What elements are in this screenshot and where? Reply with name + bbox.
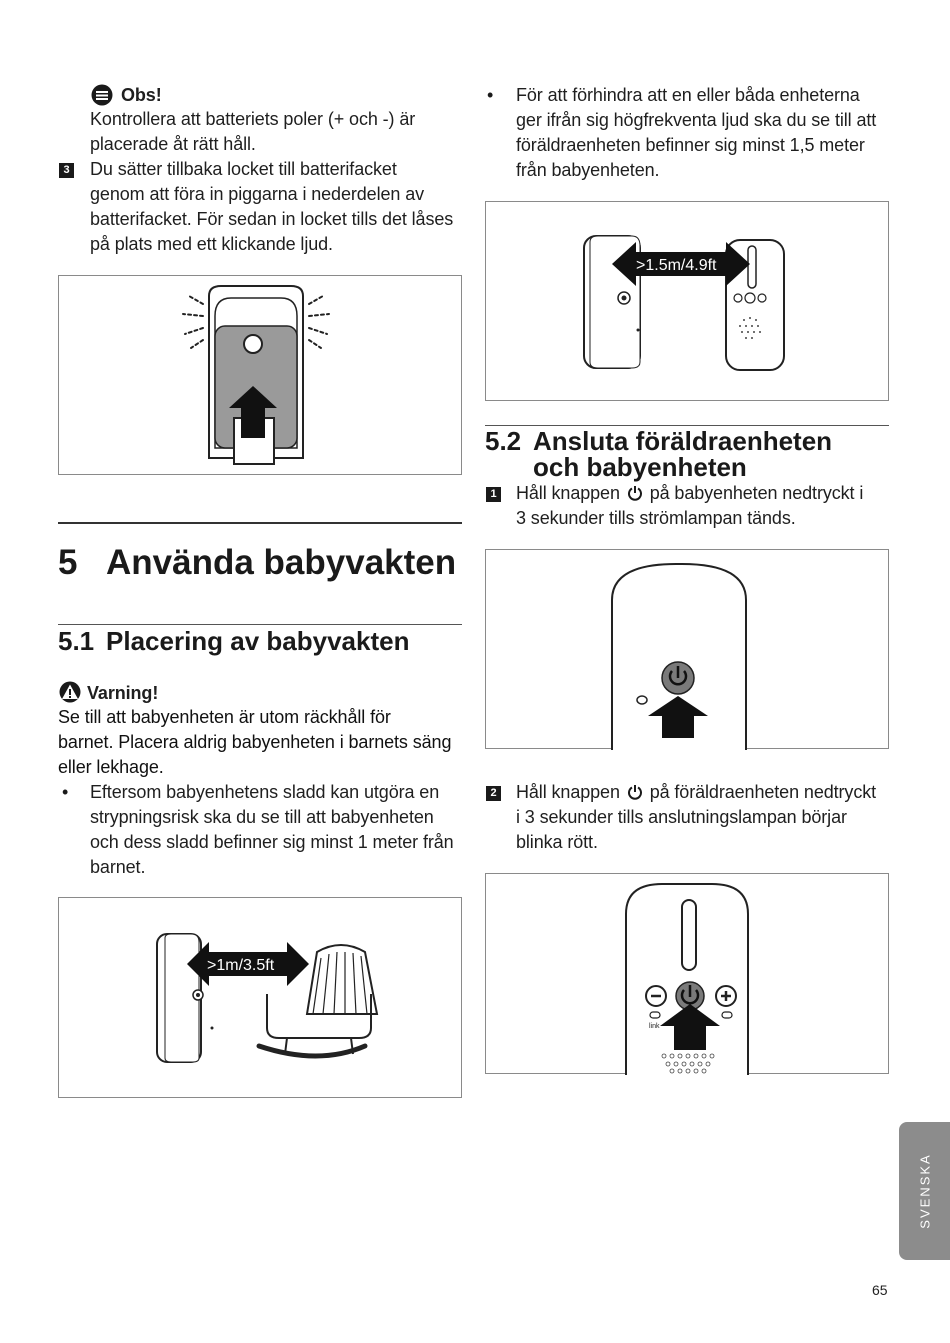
bullet-symbol: • (487, 85, 494, 105)
bullet-line: ger ifrån sig högfrekventa ljud ska du se till att (516, 110, 877, 130)
step-line: 3 sekunder tills strömlampan tänds. (516, 508, 796, 528)
bullet-line: Eftersom babyenhetens sladd kan utgöra en (90, 782, 440, 802)
step-line (516, 780, 876, 805)
page-number: 65 (872, 1282, 888, 1298)
language-tab-label: SVENSKA (917, 1153, 932, 1229)
step-number: 1 (486, 487, 501, 502)
step-line (516, 481, 863, 506)
note-line: Kontrollera att batteriets poler (+ och -) är (90, 109, 416, 129)
warning-line: eller lekhage. (58, 757, 164, 777)
step-number: 3 (59, 163, 74, 178)
parent-unit-power-illustration (486, 874, 890, 1075)
note-line: placerade åt rätt håll. (90, 134, 256, 154)
chapter-title: Använda babyvakten (106, 543, 457, 582)
bullet-line: från babyenheten. (516, 160, 660, 180)
warning-icon (58, 681, 82, 703)
bullet-line: För att förhindra att en eller båda enheterna (516, 85, 860, 105)
warning-line: Se till att babyenheten är utom räckhåll för (58, 707, 391, 727)
bullet-line: föräldraenheten befinner sig minst 1,5 meter (516, 135, 865, 155)
step-text: på babyenheten nedtryckt i (649, 483, 864, 503)
step-line: blinka rött. (516, 832, 598, 852)
step-text: Håll knappen (516, 483, 620, 503)
baby-unit-power-figure (485, 549, 889, 749)
battery-cover-illustration (59, 276, 463, 476)
step-text: Håll knappen (516, 782, 620, 802)
chapter-number: 5 (58, 543, 78, 582)
section-title-line: Ansluta föräldraenheten (533, 426, 833, 456)
bullet-line: barnet. (90, 857, 146, 877)
step-line: batterifacket. För sedan in locket tills det låses (90, 209, 454, 229)
section-rule (58, 624, 462, 625)
chapter-rule (58, 522, 462, 524)
bullet-symbol: • (62, 782, 69, 802)
note-title: Obs! (121, 85, 162, 105)
section-title-line: och babyenheten (533, 452, 747, 482)
step-text: på föräldraenheten nedtryckt (649, 782, 877, 802)
power-icon (627, 485, 643, 501)
bullet-line: strypningsrisk ska du se till att babyenheten (90, 807, 434, 827)
step-line: genom att föra in piggarna i nederdelen av (90, 184, 425, 204)
unit-distance-label: >1.5m/4.9ft (636, 257, 717, 274)
section-number: 5.1 (58, 626, 95, 656)
crib-distance-figure (58, 897, 462, 1098)
step-line: Du sätter tillbaka locket till batterifacket (90, 159, 397, 179)
bullet-line: och dess sladd befinner sig minst 1 meter från (90, 832, 454, 852)
link-label: link (649, 1023, 660, 1030)
parent-unit-power-figure (485, 873, 889, 1074)
note-icon (91, 84, 113, 106)
unit-distance-figure (485, 201, 889, 401)
baby-unit-power-illustration (486, 550, 890, 750)
step-number: 2 (486, 786, 501, 801)
step-line: på plats med ett klickande ljud. (90, 234, 333, 254)
warning-line: barnet. Placera aldrig babyenheten i barnets säng (58, 732, 452, 752)
crib-distance-illustration (59, 898, 463, 1099)
crib-distance-label: >1m/3.5ft (207, 957, 275, 974)
language-tab (899, 1122, 950, 1260)
section-title: Placering av babyvakten (106, 626, 410, 656)
warning-title: Varning! (87, 683, 159, 703)
section-number: 5.2 (485, 426, 522, 456)
step-line: i 3 sekunder tills anslutningslampan börjar (516, 807, 847, 827)
battery-cover-figure (58, 275, 462, 475)
unit-distance-illustration (486, 202, 890, 402)
power-icon (627, 784, 643, 800)
